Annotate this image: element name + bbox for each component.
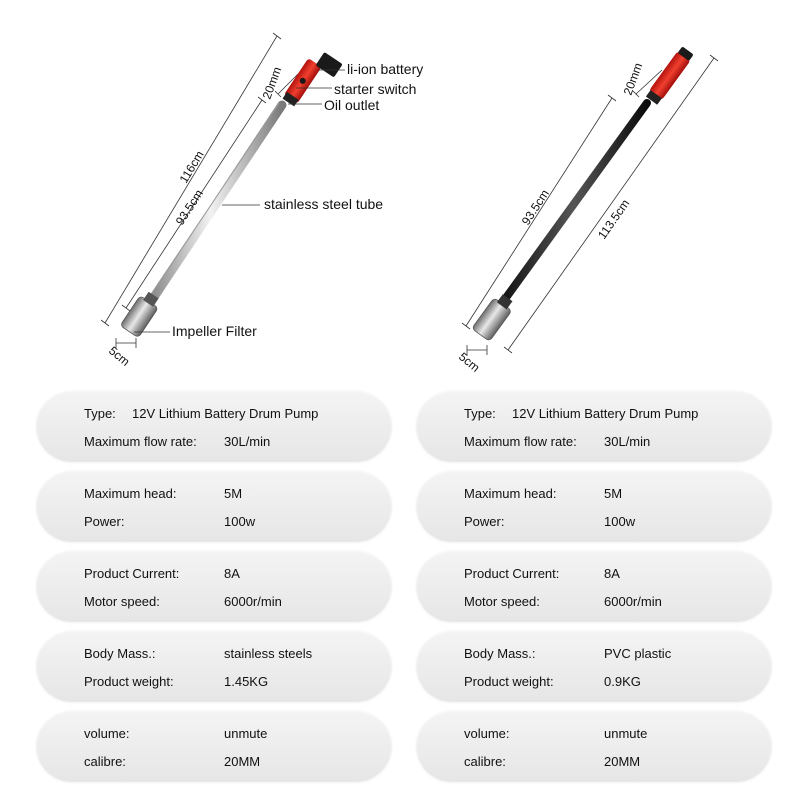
spec-value: 30L/min: [604, 434, 651, 449]
spec-column-left: [36, 390, 392, 790]
spec-card: [36, 630, 392, 702]
spec-value: 20MM: [604, 754, 641, 769]
spec-value: 100w: [604, 514, 636, 529]
spec-card: [36, 550, 392, 622]
spec-card: [416, 550, 772, 622]
label-stainless-steel-tube: stainless steel tube: [264, 196, 384, 212]
left-dim-total: 116cm: [176, 148, 207, 186]
spec-value: 12V Lithium Battery Drum Pump: [132, 406, 319, 421]
spec-value: 8A: [604, 566, 620, 581]
spec-card: [36, 710, 392, 782]
spec-key: calibre:: [464, 754, 506, 769]
spec-value: 100w: [224, 514, 256, 529]
spec-value: 20MM: [224, 754, 261, 769]
right-dim-total: 113.5cm: [594, 196, 633, 242]
label-oil-outlet: Oil outlet: [324, 97, 380, 113]
spec-value: 0.9KG: [604, 674, 641, 689]
spec-key: calibre:: [84, 754, 126, 769]
spec-key: Product Current:: [84, 566, 180, 581]
spec-card: [416, 630, 772, 702]
label-li-ion-battery: li-ion battery: [347, 61, 424, 77]
spec-value: 1.45KG: [224, 674, 269, 689]
left-steel-tube: [152, 105, 282, 300]
spec-key: Type:: [464, 406, 496, 421]
left-dim-filter: 5cm: [106, 343, 133, 369]
spec-value: 12V Lithium Battery Drum Pump: [512, 406, 699, 421]
spec-card: [36, 390, 392, 462]
left-dim-tube: 93.5cm: [172, 186, 206, 228]
spec-card: [416, 390, 772, 462]
spec-key: Maximum flow rate:: [84, 434, 197, 449]
right-dim-tube: 93.5cm: [518, 186, 552, 228]
spec-key: Maximum head:: [84, 486, 177, 501]
spec-value: unmute: [224, 726, 268, 741]
spec-key: Motor speed:: [464, 594, 540, 609]
spec-value: 8A: [224, 566, 240, 581]
spec-key: Maximum flow rate:: [464, 434, 577, 449]
spec-value: unmute: [604, 726, 648, 741]
spec-key: Body Mass.:: [464, 646, 536, 661]
spec-card: [416, 470, 772, 542]
spec-key: Maximum head:: [464, 486, 557, 501]
spec-value: 6000r/min: [604, 594, 662, 609]
spec-key: Power:: [464, 514, 505, 529]
spec-card: [36, 470, 392, 542]
right-pump: [456, 46, 718, 375]
label-starter-switch: starter switch: [334, 81, 417, 97]
spec-value: stainless steels: [224, 646, 313, 661]
spec-key: Type:: [84, 406, 116, 421]
spec-column-right: [416, 390, 772, 790]
right-dim-head: 20mm: [620, 60, 646, 98]
spec-key: Power:: [84, 514, 125, 529]
spec-value: PVC plastic: [604, 646, 672, 661]
spec-key: volume:: [464, 726, 510, 741]
label-impeller-filter: Impeller Filter: [172, 323, 257, 339]
spec-key: Motor speed:: [84, 594, 160, 609]
spec-value: 30L/min: [224, 434, 271, 449]
spec-value: 5M: [604, 486, 623, 501]
spec-value: 5M: [224, 486, 243, 501]
spec-key: volume:: [84, 726, 130, 741]
spec-key: Body Mass.:: [84, 646, 156, 661]
right-dim-filter: 5cm: [456, 349, 483, 375]
spec-value: 6000r/min: [224, 594, 282, 609]
spec-card: [416, 710, 772, 782]
spec-key: Product weight:: [464, 674, 554, 689]
pump-diagrams: [0, 0, 800, 380]
left-pump: [101, 33, 423, 369]
spec-key: Product Current:: [464, 566, 560, 581]
left-dim-head: 20mm: [259, 64, 285, 102]
spec-key: Product weight:: [84, 674, 174, 689]
